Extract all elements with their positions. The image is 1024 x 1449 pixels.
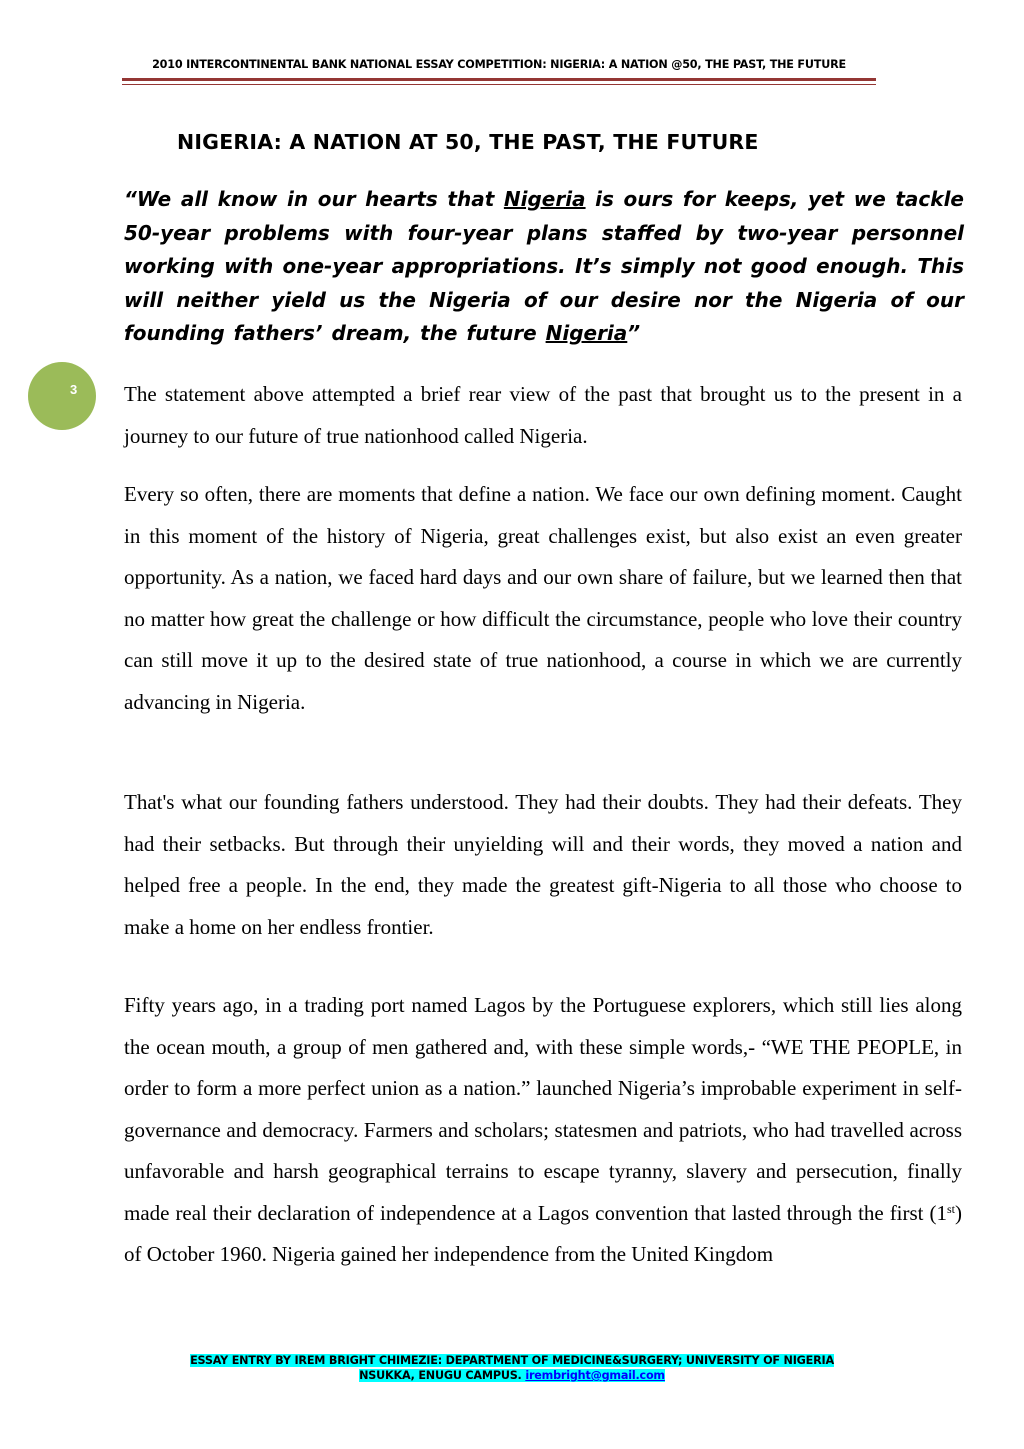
quote-underlined-nigeria-1: Nigeria [503,187,586,211]
paragraph-3: That's what our founding fathers understood. They had their doubts. They had their defeats. They had their setbacks. But through their unyielding will and their words, they moved a nation and helped free a people. In the end, they made the greatest gift-Nigeria to all those who choose to make a home on her endless frontier. [124,790,962,939]
header-rule-thin [122,84,876,85]
quote-text-2: is ours for keeps, yet we tackle 50-year problems with four-year plans staffed by two-year personnel working with one-year appropriations. It’s simply not good enough. This will neither yield us the Nigeria of our desire nor the Nigeria of our founding fathers’ dream, the future [124,187,964,346]
running-footer [60,1353,964,1383]
quote-underlined-nigeria-2: Nigeria [545,321,628,346]
running-header: 2010 INTERCONTINENTAL BANK NATIONAL ESSAY COMPETITION: NIGERIA: A NATION @50, THE PAST, THE FUTURE [152,58,846,71]
paragraph-2: Every so often, there are moments that define a nation. We face our own defining moment. Caught in this moment of the history of Nigeria, great challenges exist, but also exist an even greater opportunity. As a nation, we faced hard days and our own share of failure, but we learned then that no matter how great the challenge or how difficult the circumstance, people who love their country can still move it up to the desired state of true nationhood, a course in which we are currently advancing in Nigeria. [124,482,962,714]
paragraph-4 [124,985,962,1276]
page-number-badge [28,362,96,430]
paragraph-4-text-a: Fifty years ago, in a trading port named Lagos by the Portuguese explorers, which still lies along the ocean mouth, a group of men gathered and, with these simple words,- “WE THE PEOPLE, in order to form a more perfect union as a nation.” launched Nigeria’s improbable experiment in self-governance and democracy. Farmers and scholars; statesmen and patriots, who had travelled across unfavorable and harsh geographical terrains to escape tyranny, slavery and persecution, finally made real their declaration of independence at a Lagos convention that lasted through the first (1 [124,993,962,1225]
paragraph-4-text-b: ) of October 1960. Nigeria gained her independence from the United Kingdom [124,1200,962,1266]
quote-text-3: ” [627,321,641,346]
header-rule-thick [122,78,876,81]
footer-line-2 [359,1369,665,1382]
ordinal-superscript: st [946,1201,955,1216]
page-number: 3 [70,382,78,397]
essay-title: NIGERIA: A NATION AT 50, THE PAST, THE FUTURE [177,130,759,154]
opening-quote [124,183,964,351]
footer-email-link[interactable]: irembright@gmail.com [525,1369,665,1382]
footer-campus: NSUKKA, ENUGU CAMPUS. [359,1369,526,1382]
paragraph-1: The statement above attempted a brief rear view of the past that brought us to the present in a journey to our future of true nationhood called Nigeria. [124,382,962,448]
quote-text-1: “We all know in our hearts that [124,187,504,211]
footer-line-1: ESSAY ENTRY BY IREM BRIGHT CHIMEZIE: DEPARTMENT OF MEDICINE&SURGERY; UNIVERSITY OF NIGERIA [190,1354,834,1367]
